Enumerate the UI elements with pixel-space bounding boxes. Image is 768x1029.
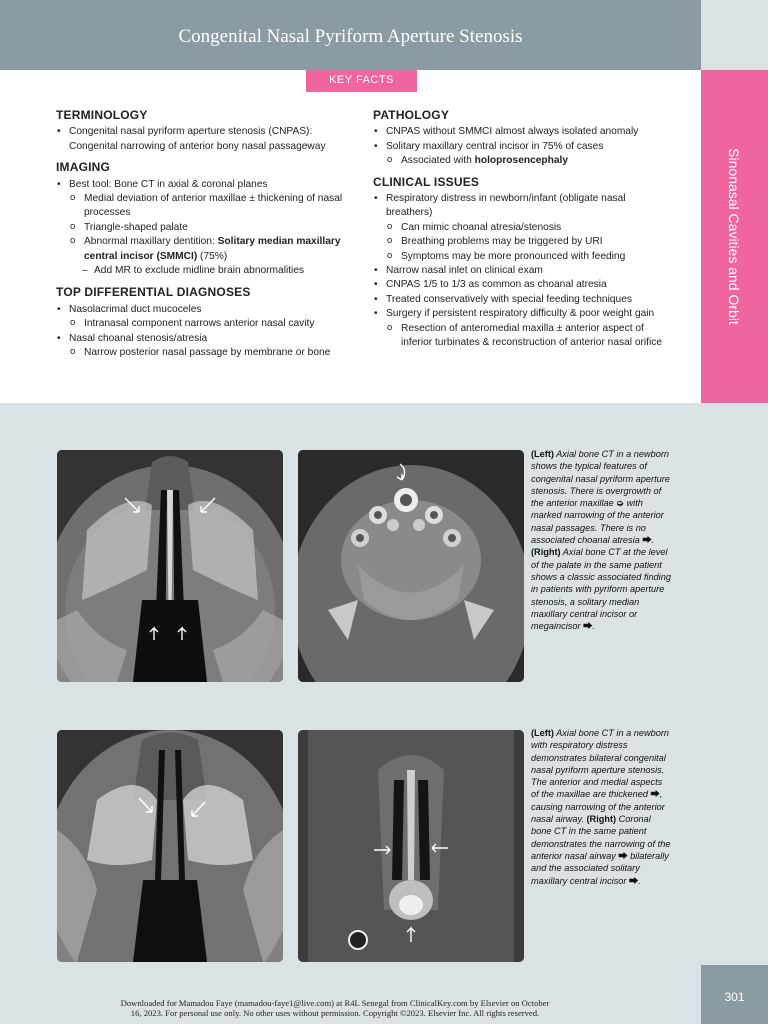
list-item: • CNPAS 1/5 to 1/3 as common as choanal atresia: [373, 278, 673, 292]
figure-caption-bottom: [531, 727, 671, 887]
caption-text: Axial bone CT in a newborn with respiratory distress demonstrates bilateral congenital nasal pyriform aperture stenosis. The anterior and medial aspects of the maxillae are thickened: [531, 728, 670, 800]
right-column: [373, 104, 673, 351]
list-item: • Respiratory distress in newborn/infant (obligate nasal breathers): [373, 192, 673, 221]
caption-text: with marked narrowing of the anterior nasal passages. There is no associated choanal atresia: [531, 498, 664, 546]
list-item: o Medial deviation of anterior maxillae ± thickening of nasal processes: [56, 192, 356, 221]
ct-image-axial-palate: [298, 450, 524, 682]
footer-line: 16, 2023. For personal use only. No other uses without permission. Copyright ©2023. Elsevier Inc. All rights reserved.: [130, 1007, 540, 1018]
caption-text: Coronal bone CT in the same patient demonstrates the narrowing of the anterior nasal airway: [531, 814, 671, 861]
caption-tag: (Left): [531, 728, 554, 738]
ddx-heading: TOP DIFFERENTIAL DIAGNOSES: [56, 285, 251, 300]
caption-tag: (Left): [531, 449, 554, 459]
list-item: • Best tool: Bone CT in axial & coronal planes: [56, 178, 356, 192]
side-tab-label: Sinonasal Cavities and Orbit: [726, 148, 742, 325]
list-item: – Add MR to exclude midline brain abnormalities: [56, 264, 356, 278]
item-text-bold: holoprosencephaly: [474, 155, 569, 167]
title-bar: [0, 0, 701, 70]
solid-arrow-icon: ⮕: [629, 875, 639, 886]
caption-end: .: [592, 621, 595, 632]
footer-line: Downloaded for Mamadou Faye (mamadou-faye1@live.com) at R4L Senegal from ClinicalKey.com by Elsevier on October: [120, 998, 550, 1008]
list-item: o Symptoms may be more pronounced with feeding: [373, 250, 673, 264]
solid-arrow-icon: ⮕: [650, 789, 660, 800]
caption-text: bilaterally and the associated solitary maxillary central incisor: [531, 850, 669, 886]
list-item: [373, 154, 673, 168]
ct-image-coronal: [298, 730, 524, 962]
key-facts-label: KEY FACTS: [306, 70, 417, 92]
list-item: • CNPAS without SMMCI almost always isolated anomaly: [373, 125, 673, 139]
solid-arrow-icon: ⮕: [618, 850, 628, 861]
solid-arrow-icon: ⮕: [642, 535, 652, 546]
section-side-tab: [701, 70, 768, 403]
page-number: 301: [701, 965, 768, 1024]
figure-caption-top: (Left) Axial bone CT in a newborn shows the typical features of congenital nasal pyriform aperture stenosis. There is overgrowth of the anterior maxillae ➭ with marked narrowing of the anterior nasal passages. There is no associated choanal atresia ⮕. (Right) Axial bone CT at the level of the palate in the same patient shows a classic associated finding in patients with pyriform aperture stenosis, a solitary median maxillary central incisor or megaincisor ⮕.: [531, 449, 671, 632]
caption-end: .: [638, 875, 641, 886]
clinical-heading: CLINICAL ISSUES: [373, 174, 480, 189]
list-item: • Treated conservatively with special feeding techniques: [373, 293, 673, 307]
download-footer: [100, 999, 570, 1018]
list-item: • Surgery if persistent respiratory difficulty & poor weight gain: [373, 307, 673, 321]
caption-text: Axial bone CT in a newborn shows the typical features of congenital nasal pyriform aperture stenosis. There is overgrowth of the anterior maxillae: [531, 449, 670, 509]
corner-block: [701, 0, 768, 70]
list-item: • Solitary maxillary central incisor in 75% of cases: [373, 140, 673, 154]
item-text: (75%): [197, 250, 228, 262]
item-text-bold: Solitary median maxillary central incisor (SMMCI): [84, 236, 341, 262]
list-item: o Narrow posterior nasal passage by membrane or bone: [56, 346, 356, 360]
caption-text: , causing narrowing of the anterior nasal airway.: [531, 789, 665, 825]
ct-image-axial-stenosis: [57, 450, 283, 682]
list-item: [56, 235, 356, 264]
curved-arrow-icon: ⮕: [583, 621, 593, 632]
item-text: Abnormal maxillary dentition:: [84, 236, 218, 248]
caption-tag: (Right): [586, 814, 617, 825]
list-item: • Narrow nasal inlet on clinical exam: [373, 264, 673, 278]
pathology-heading: PATHOLOGY: [373, 108, 450, 122]
list-item: o Can mimic choanal atresia/stenosis: [373, 221, 673, 235]
page-title: Congenital Nasal Pyriform Aperture Stenosis: [178, 26, 523, 47]
ct-image-axial-bilateral: [57, 730, 283, 962]
list-item: • Congenital nasal pyriform aperture stenosis (CNPAS): Congenital narrowing of anterior bony nasal passageway: [56, 125, 356, 154]
caption-tag: (Right): [531, 547, 561, 558]
list-item: • Nasal choanal stenosis/atresia: [56, 332, 356, 346]
list-item: o Resection of anteromedial maxilla ± anterior aspect of inferior turbinates & reconstruction of anterior nasal orifice: [373, 322, 673, 351]
side-strip: [701, 403, 768, 965]
open-arrow-icon: ➭: [616, 498, 624, 509]
item-text: Associated with: [401, 155, 475, 167]
terminology-heading: TERMINOLOGY: [56, 108, 148, 122]
caption-text: Axial bone CT at the level of the palate in the same patient shows a classic associated finding in patients with pyriform aperture stenosis, a solitary median maxillary central incisor or megaincisor: [531, 547, 671, 632]
list-item: • Nasolacrimal duct mucoceles: [56, 303, 356, 317]
list-item: o Breathing problems may be triggered by URI: [373, 235, 673, 249]
imaging-heading: IMAGING: [56, 160, 111, 175]
left-column: [56, 104, 356, 361]
list-item: o Triangle-shaped palate: [56, 221, 356, 235]
list-item: o Intranasal component narrows anterior nasal cavity: [56, 317, 356, 331]
